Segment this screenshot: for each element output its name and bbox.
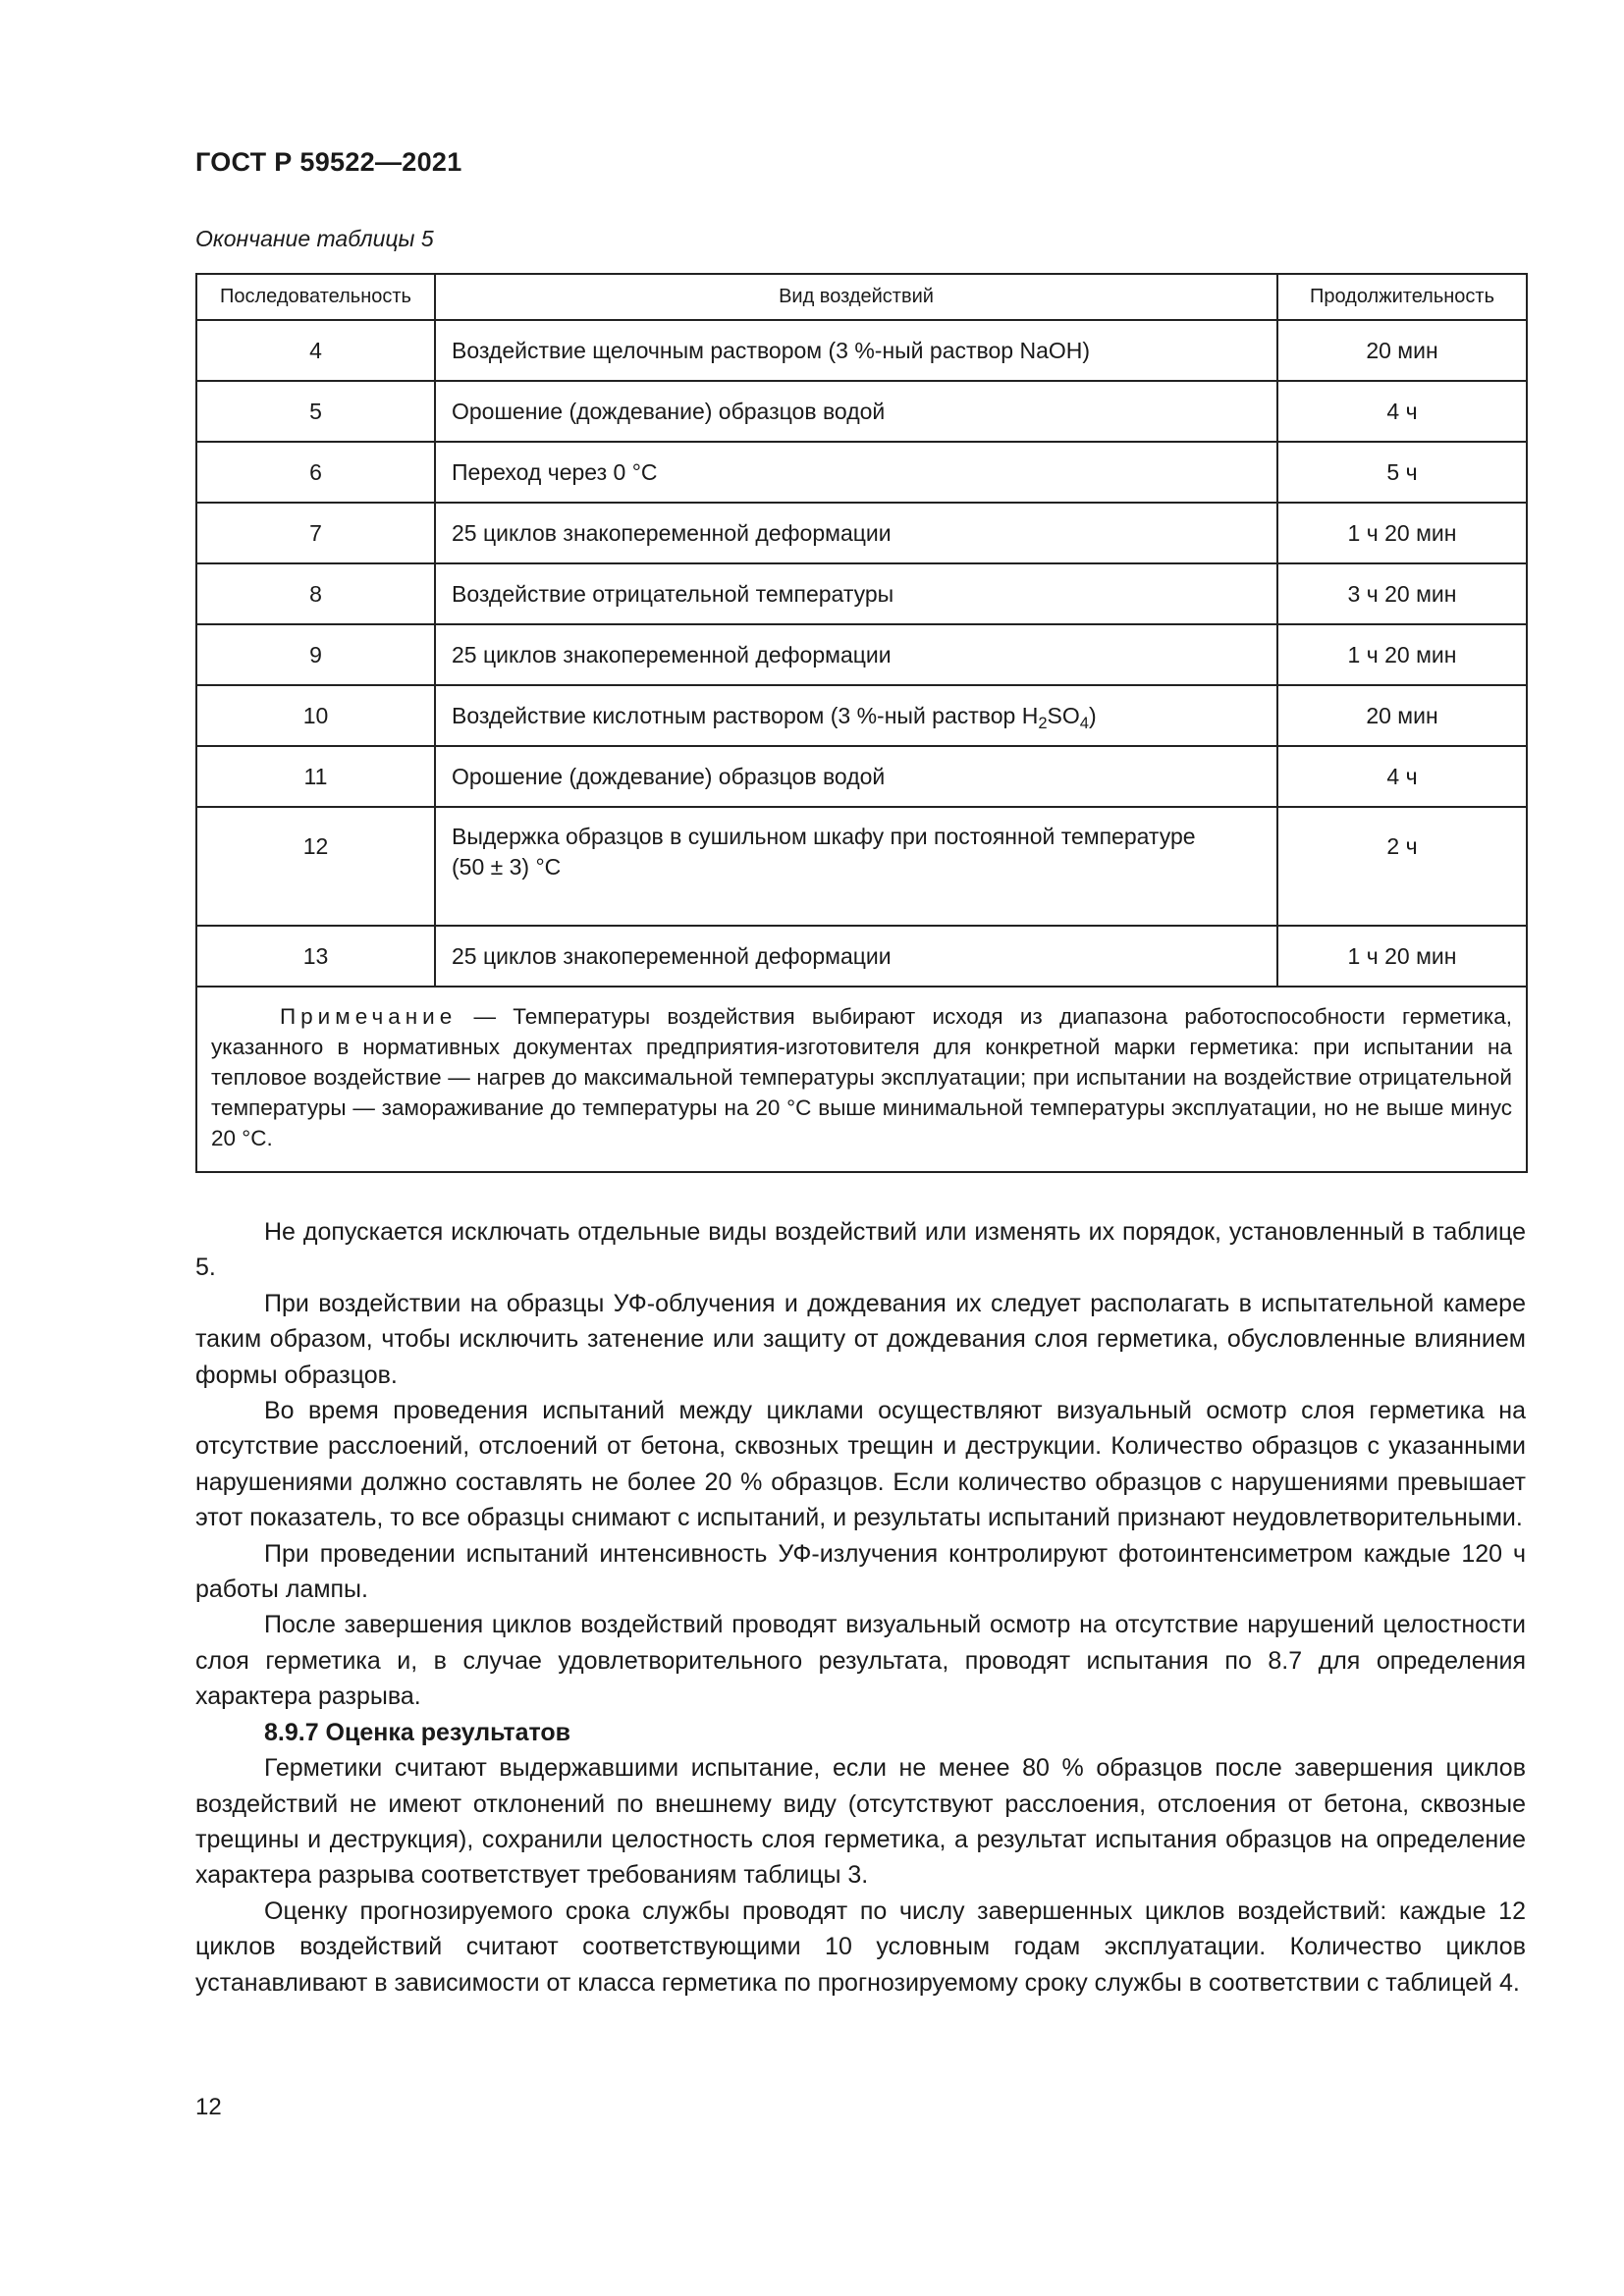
cell-duration: 20 мин bbox=[1277, 320, 1527, 381]
paragraph: Не допускается исключать отдельные виды воздействий или изменять их порядок, установленный в таблице 5. bbox=[195, 1218, 1526, 1282]
note-text: — Температуры воздействия выбирают исходя из диапазона работоспособности герметика, указанного в нормативных документах предприятия-изготовителя для конкретной марки герметика: при испытании на тепловое воздействие — нагрев до максимальной температуры эксплуатации; при испытании на воздействие отрицательной температуры — замораживание до температуры на 20 °С выше минимальной температуры эксплуатации, но не выше минус 20 °С. bbox=[211, 1004, 1512, 1150]
cell-action bbox=[435, 807, 1277, 926]
table-row bbox=[196, 503, 1527, 563]
paragraph: После завершения циклов воздействий проводят визуальный осмотр на отсутствие нарушений целостности слоя герметика и, в случае удовлетворительного результата, проводят испытания по 8.7 для определения характера разрыва. bbox=[195, 1611, 1526, 1711]
subscript: 4 bbox=[1079, 713, 1089, 732]
body-text bbox=[195, 1214, 1526, 2001]
table-row bbox=[196, 807, 1527, 926]
column-header-sequence: Последовательность bbox=[196, 274, 435, 320]
table-row bbox=[196, 926, 1527, 987]
cell-action: Переход через 0 °С bbox=[435, 442, 1277, 503]
table-row bbox=[196, 685, 1527, 746]
table-row bbox=[196, 320, 1527, 381]
paragraph: Оценку прогнозируемого срока службы проводят по числу завершенных циклов воздействий: каждые 12 циклов воздействий считают соответствующими 10 условным годам эксплуатации. Количество циклов устанавливают в зависимости от класса герметика по прогнозируемому сроку службы в соответствии с таблицей 4. bbox=[195, 1896, 1526, 1997]
impact-sequence-table bbox=[195, 273, 1528, 1173]
paragraph: При воздействии на образцы УФ-облучения и дождевания их следует располагать в испытательной камере таким образом, чтобы исключить затенение или защиту от дождевания слоя герметика, обусловленные влиянием формы образцов. bbox=[195, 1289, 1526, 1389]
table-header-row bbox=[196, 274, 1527, 320]
cell-sequence: 13 bbox=[196, 926, 435, 987]
cell-duration: 1 ч 20 мин bbox=[1277, 624, 1527, 685]
table-note bbox=[196, 987, 1527, 1172]
table-row bbox=[196, 381, 1527, 442]
table-row bbox=[196, 624, 1527, 685]
table-row bbox=[196, 442, 1527, 503]
page-number: 12 bbox=[195, 2094, 222, 2120]
cell-sequence: 4 bbox=[196, 320, 435, 381]
cell-sequence: 11 bbox=[196, 746, 435, 807]
cell-duration: 20 мин bbox=[1277, 685, 1527, 746]
cell-action: Воздействие отрицательной температуры bbox=[435, 563, 1277, 624]
document-code: ГОСТ Р 59522—2021 bbox=[195, 147, 462, 177]
cell-duration: 3 ч 20 мин bbox=[1277, 563, 1527, 624]
paragraph: Во время проведения испытаний между циклами осуществляют визуальный осмотр слоя герметика на отсутствие расслоений, отслоений от бетона, сквозных трещин и деструкции. Количество образцов с указанными нарушениями должно составлять не более 20 % образцов. Если количество образцов с нарушениями превышает этот показатель, то все образцы снимают с испытаний, и результаты испытаний признают неудовлетворительными. bbox=[195, 1397, 1526, 1532]
table-row bbox=[196, 563, 1527, 624]
cell-sequence: 10 bbox=[196, 685, 435, 746]
cell-duration: 4 ч bbox=[1277, 746, 1527, 807]
column-header-action: Вид воздействий bbox=[435, 274, 1277, 320]
cell-action bbox=[435, 685, 1277, 746]
table-caption: Окончание таблицы 5 bbox=[195, 226, 434, 251]
paragraph: Герметики считают выдержавшими испытание, если не менее 80 % образцов после завершения циклов воздействий не имеют отклонений по внешнему виду (отсутствуют расслоения, отслоения от бетона, сквозные трещины и деструкция), сохранили целостность слоя герметика, а результат испытания образцов на определение характера разрыва соответствует требованиям таблицы 3. bbox=[195, 1754, 1526, 1890]
cell-sequence: 12 bbox=[196, 807, 435, 926]
action-line: Выдержка образцов в сушильном шкафу при постоянной температуре bbox=[452, 824, 1196, 849]
cell-sequence: 9 bbox=[196, 624, 435, 685]
action-text-part: SO bbox=[1047, 702, 1080, 728]
action-text-part: ) bbox=[1088, 702, 1097, 728]
cell-sequence: 8 bbox=[196, 563, 435, 624]
table-row bbox=[196, 746, 1527, 807]
action-text-part: Воздействие кислотным раствором (3 %-ный раствор H bbox=[452, 702, 1039, 728]
cell-duration: 5 ч bbox=[1277, 442, 1527, 503]
cell-duration: 1 ч 20 мин bbox=[1277, 503, 1527, 563]
action-line: (50 ± 3) °С bbox=[452, 854, 562, 880]
column-header-duration: Продолжительность bbox=[1277, 274, 1527, 320]
cell-sequence: 5 bbox=[196, 381, 435, 442]
cell-action: Воздействие щелочным раствором (3 %-ный раствор NaOH) bbox=[435, 320, 1277, 381]
cell-duration: 4 ч bbox=[1277, 381, 1527, 442]
cell-duration: 2 ч bbox=[1277, 807, 1527, 926]
section-heading: 8.9.7 Оценка результатов bbox=[264, 1718, 571, 1746]
cell-action: Орошение (дождевание) образцов водой bbox=[435, 381, 1277, 442]
cell-sequence: 6 bbox=[196, 442, 435, 503]
table-note-row bbox=[196, 987, 1527, 1172]
subscript: 2 bbox=[1038, 713, 1048, 732]
note-label: Примечание bbox=[280, 1004, 458, 1029]
cell-action: 25 циклов знакопеременной деформации bbox=[435, 503, 1277, 563]
cell-duration: 1 ч 20 мин bbox=[1277, 926, 1527, 987]
cell-action: 25 циклов знакопеременной деформации bbox=[435, 926, 1277, 987]
cell-sequence: 7 bbox=[196, 503, 435, 563]
paragraph: При проведении испытаний интенсивность УФ-излучения контролируют фотоинтенсиметром каждые 120 ч работы лампы. bbox=[195, 1539, 1526, 1604]
cell-action: 25 циклов знакопеременной деформации bbox=[435, 624, 1277, 685]
cell-action: Орошение (дождевание) образцов водой bbox=[435, 746, 1277, 807]
